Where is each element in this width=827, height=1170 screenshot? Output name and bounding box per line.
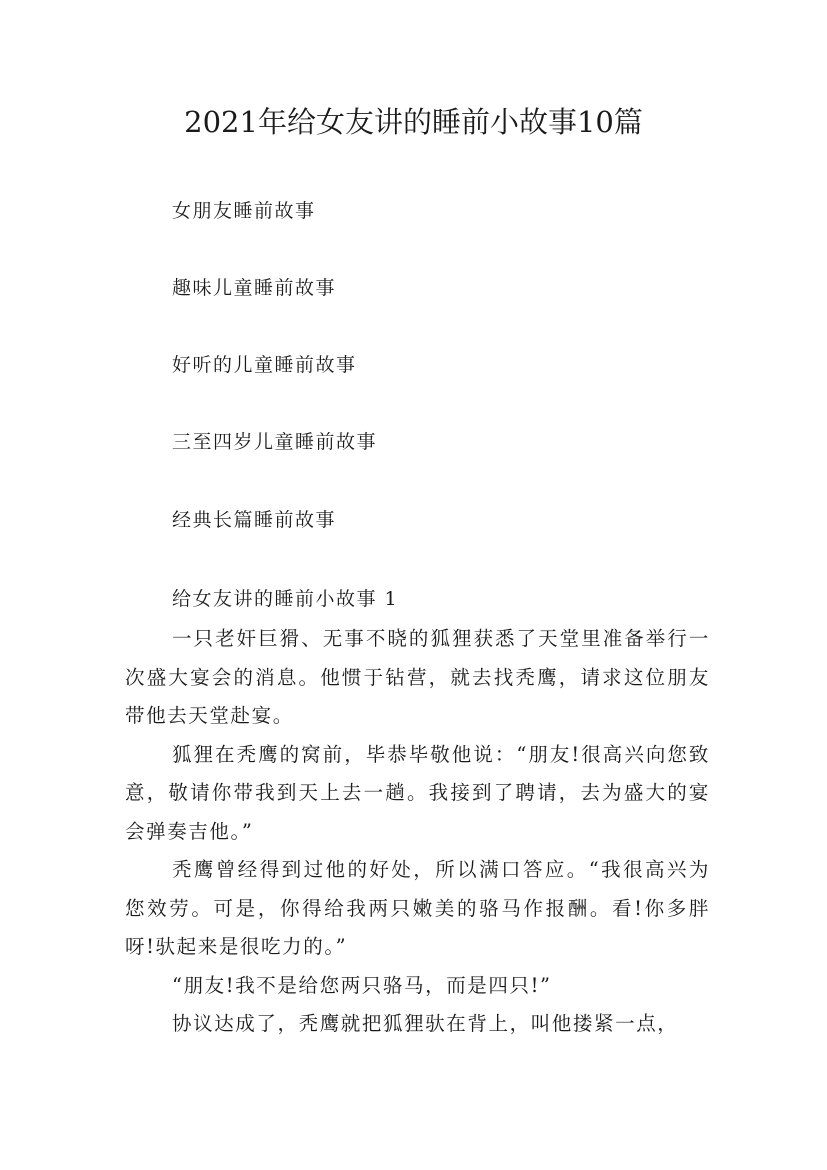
toc-item: 趣味儿童睡前故事: [172, 277, 337, 299]
toc-item: 经典长篇睡前故事: [172, 509, 337, 531]
toc-item: 女朋友睡前故事: [172, 200, 316, 222]
paragraph: 秃鹰曾经得到过他的好处，所以满口答应。“我很高兴为您效劳。可是，你得给我两只嫩美的骆马作报酬。看!你多胖呀!驮起来是很吃力的。”: [125, 858, 710, 958]
paragraph: “朋友!我不是给您两只骆马，而是四只!”: [172, 973, 552, 997]
toc-item: 好听的儿童睡前故事: [172, 354, 357, 376]
story-title: 给女友讲的睡前小故事 1: [172, 588, 399, 610]
toc-item: 三至四岁儿童睡前故事: [172, 431, 378, 453]
story-body: [125, 620, 710, 1044]
paragraph: 协议达成了，秃鹰就把狐狸驮在背上，叫他搂紧一点，: [172, 1012, 679, 1035]
paragraph: 狐狸在秃鹰的窝前，毕恭毕敬他说：“朋友!很高兴向您致意，敬请你带我到天上去一趟。我接到了聘请，去为盛大的宴会弹奏吉他。”: [125, 742, 710, 843]
paragraph: 一只老奸巨猾、无事不晓的狐狸获悉了天堂里准备举行一次盛大宴会的消息。他惯于钻营，就去找秃鹰，请求这位朋友带他去天堂赴宴。: [125, 627, 710, 727]
document-title: 2021年给女友讲的睡前小故事10篇: [184, 105, 643, 139]
